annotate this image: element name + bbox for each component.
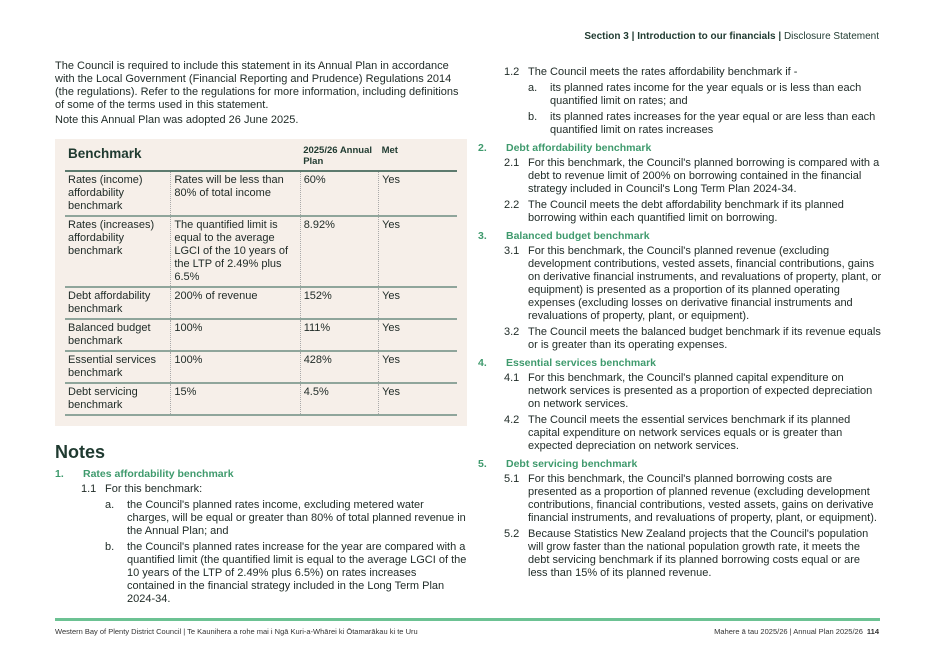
item-text: For this benchmark, the Council's planned borrowing is compared with a debt to revenue limit of 200% on borrowing contained in the financial strategy included in Council's Long Term Plan 2024-34. <box>528 157 880 195</box>
table-cell: Debt affordability benchmark <box>65 287 171 319</box>
table-cell: 4.5% <box>300 383 378 415</box>
table-cell: Yes <box>379 216 457 287</box>
intro <box>55 60 467 127</box>
footer-left: Western Bay of Plenty District Council | Te Kaunihera a rohe mai i Ngā Kuri-a-Whārei ki Ōtamarākau ki te Uru <box>55 627 418 636</box>
table-cell: 15% <box>171 383 300 415</box>
header-plan: 2025/26 Annual Plan <box>300 145 378 171</box>
note-subitem <box>105 499 467 538</box>
item-number: 1. <box>55 468 64 480</box>
footer-plan: Mahere ā tau 2025/26 | Annual Plan 2025/26 <box>714 627 863 636</box>
notes-title: Notes <box>55 442 106 462</box>
benchmark-table-panel <box>55 139 467 426</box>
page-number: 114 <box>866 627 879 636</box>
item-number: 4.2 <box>504 414 520 426</box>
table-cell: 100% <box>171 319 300 351</box>
item-number: 2.1 <box>504 157 520 169</box>
table-cell: 428% <box>300 351 378 383</box>
item-text: For this benchmark, the Council's planned revenue (excluding development contributions, vested assets, financial contributions, gains on derivative financial instruments, and revaluations of property, plant, or equipment) is presented as a proportion of its planned operating expenses (excluding losses on derivative financial instruments and revaluations of property, plant, or equipment). <box>528 245 882 322</box>
table-cell: Debt servicing benchmark <box>65 383 171 415</box>
footer-rule <box>55 618 880 621</box>
item-number: 3.2 <box>504 326 520 338</box>
item-text: Rates affordability benchmark <box>83 468 234 480</box>
table-cell: Rates (increases) affordability benchmark <box>65 216 171 287</box>
table-cell: Yes <box>379 171 457 216</box>
note-section-heading <box>478 458 882 471</box>
table-row <box>65 351 457 383</box>
note-item <box>504 326 882 352</box>
item-text: The Council meets the rates affordability benchmark if - <box>528 66 798 78</box>
section-number: Section 3 <box>584 31 629 42</box>
table-cell: Essential services benchmark <box>65 351 171 383</box>
left-column <box>55 60 467 609</box>
header-met: Met <box>379 145 457 171</box>
table-row <box>65 383 457 415</box>
table-cell: Yes <box>379 287 457 319</box>
item-number: 3. <box>478 230 487 242</box>
sep: | <box>778 31 782 42</box>
item-text: its planned rates increases for the year equal or are less than each quantified limit on rates increases <box>550 111 876 136</box>
note-section-heading <box>478 142 882 155</box>
table-cell: Rates will be less than 80% of total income <box>171 171 300 216</box>
table-cell: Yes <box>379 351 457 383</box>
item-text: its planned rates income for the year equals or is less than each quantified limit on rates; and <box>550 82 862 107</box>
note-item <box>504 473 882 525</box>
right-column <box>478 64 882 583</box>
item-text: For this benchmark, the Council's planned borrowing costs are presented as a proportion of planned revenue (excluding development contributions, financial contributions, vested assets, gains on derivative financial instruments, and revaluations of property, plant, or equipment). <box>528 473 877 524</box>
note-section-heading <box>478 230 882 243</box>
item-number: a. <box>105 499 115 511</box>
table-row <box>65 319 457 351</box>
footer-right <box>714 627 879 636</box>
item-text: The Council meets the balanced budget benchmark if its revenue equals or is greater than its operating expenses. <box>528 326 881 351</box>
item-text: Because Statistics New Zealand projects that the Council's population will grow faster than the national population growth rate, it meets the debt servicing benchmark if its planned borrowing costs equal or are less than 15% of its planned revenue. <box>528 528 869 579</box>
intro-paragraph: The Council is required to include this statement in its Annual Plan in accordance with the Local Government (Financial Reporting and Prudence) Regulations 2014 (the regulations). Refer to the regulations for more information, including definitions of some of the terms used in this statement. <box>55 60 459 111</box>
note-section-heading <box>478 357 882 370</box>
table-cell: Yes <box>379 319 457 351</box>
section-title: Disclosure Statement <box>783 31 879 42</box>
table-cell: Balanced budget benchmark <box>65 319 171 351</box>
note-subitem <box>528 82 882 108</box>
item-text: Essential services benchmark <box>506 357 657 369</box>
note-subitem <box>528 111 882 137</box>
table-cell: 111% <box>300 319 378 351</box>
item-number: 5.1 <box>504 473 520 485</box>
item-number: 1.2 <box>504 66 520 78</box>
header-limit <box>171 145 300 171</box>
table-cell: The quantified limit is equal to the average LGCI of the 10 years of the LTP of 2.49% plus 6.5% <box>171 216 300 287</box>
page-header <box>584 30 879 43</box>
item-text: For this benchmark: <box>105 483 203 495</box>
item-number: 5. <box>478 458 487 470</box>
table-cell: 100% <box>171 351 300 383</box>
item-number: 3.1 <box>504 245 520 257</box>
table-cell: 60% <box>300 171 378 216</box>
item-text: Debt servicing benchmark <box>506 458 638 470</box>
item-text: The Council meets the essential services benchmark if its planned capital expenditure on network services equals or is greater than expected depreciation on network services. <box>528 414 851 452</box>
item-number: a. <box>528 82 538 94</box>
item-number: b. <box>528 111 538 123</box>
note-item <box>504 414 882 453</box>
note-item <box>504 372 882 411</box>
item-number: 2.2 <box>504 199 520 211</box>
item-number: 5.2 <box>504 528 520 540</box>
table-cell: Rates (income) affordability benchmark <box>65 171 171 216</box>
note-item <box>504 528 882 580</box>
note-section-heading <box>55 468 467 481</box>
item-number: b. <box>105 541 115 553</box>
table-row <box>65 216 457 287</box>
note-item <box>504 245 882 323</box>
header-benchmark: Benchmark <box>65 145 171 171</box>
item-text: For this benchmark, the Council's planned capital expenditure on network services is presented as a proportion of expected depreciation on network services. <box>528 372 873 410</box>
table-cell: 8.92% <box>300 216 378 287</box>
table-cell: 152% <box>300 287 378 319</box>
table-cell: 200% of revenue <box>171 287 300 319</box>
note-subitem <box>105 541 467 606</box>
note-item <box>504 157 882 196</box>
item-text: The Council meets the debt affordability benchmark if its planned borrowing within each quantified limit on borrowing. <box>528 199 844 224</box>
item-number: 4.1 <box>504 372 520 384</box>
item-number: 2. <box>478 142 487 154</box>
item-text: Debt affordability benchmark <box>506 142 652 154</box>
sep: | <box>631 31 635 42</box>
note-item <box>504 199 882 225</box>
item-text: Balanced budget benchmark <box>506 230 650 242</box>
table-row <box>65 171 457 216</box>
table-cell: Yes <box>379 383 457 415</box>
item-number: 4. <box>478 357 487 369</box>
note-item <box>81 483 467 496</box>
note-item <box>504 66 882 79</box>
benchmark-table <box>65 145 457 416</box>
section-part: Introduction to our financials <box>637 31 776 42</box>
adoption-note: Note this Annual Plan was adopted 26 June 2025. <box>55 114 299 126</box>
table-row <box>65 287 457 319</box>
item-number: 1.1 <box>81 483 97 495</box>
item-text: the Council's planned rates income, excluding metered water charges, will be equal or greater than 80% of total planned revenue in the Annual Plan; and <box>127 499 466 537</box>
item-text: the Council's planned rates increase for the year are compared with a quantified limit (the quantified limit is equal to the average LGCI of the 10 years of the LTP of 2.49% plus 6.5%) on rates increases contained in the financial strategy included in the Long Term Plan 2024-34. <box>127 541 467 605</box>
